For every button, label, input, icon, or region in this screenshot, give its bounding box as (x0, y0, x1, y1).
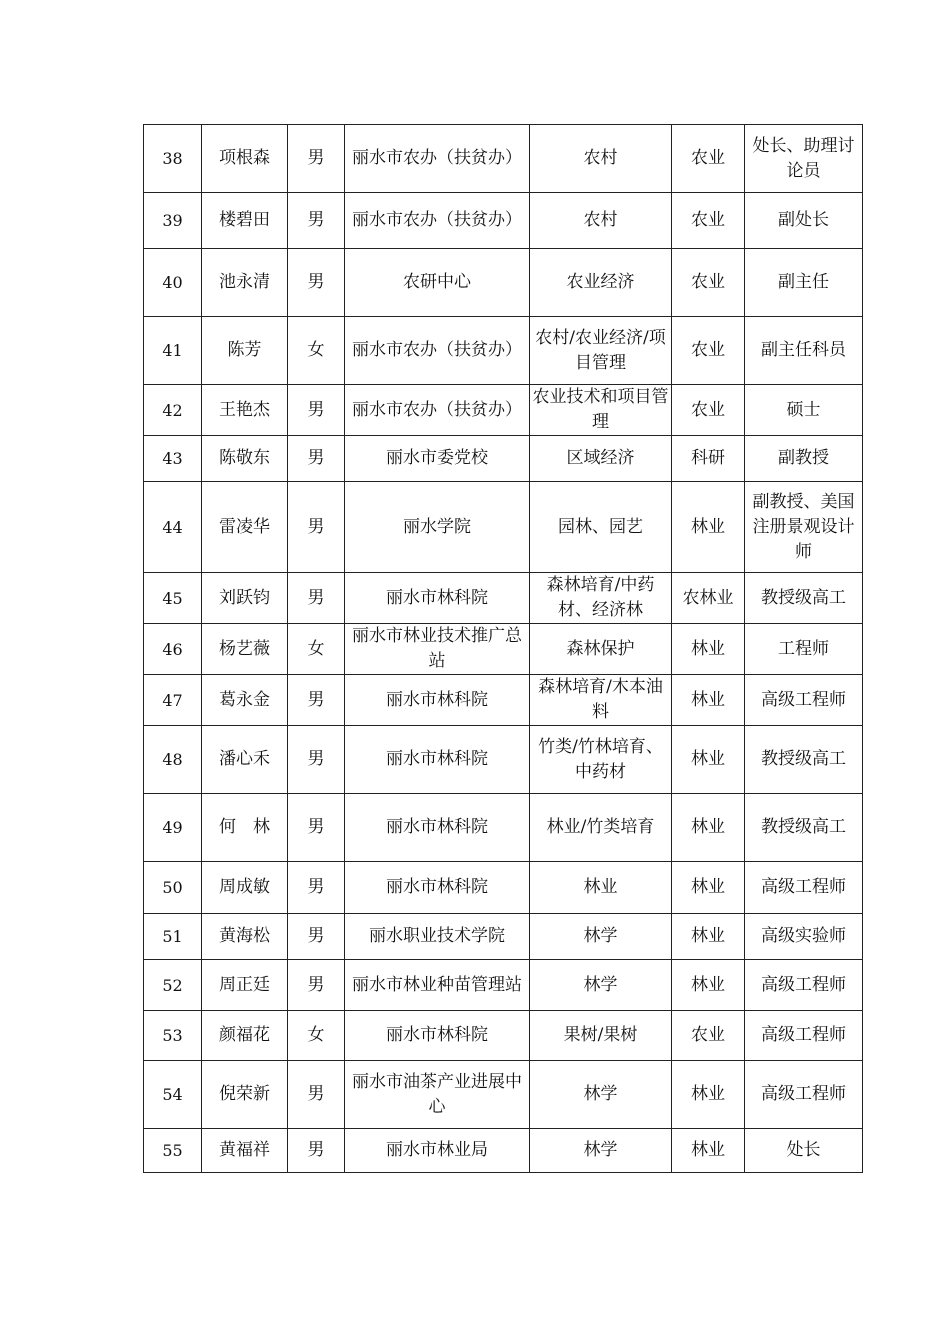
cell-no: 50 (144, 862, 202, 914)
cell-name: 王艳杰 (202, 385, 288, 436)
cell-gender: 男 (288, 193, 345, 249)
cell-field: 林业 (672, 960, 745, 1011)
cell-title: 高级实验师 (745, 914, 863, 960)
cell-unit: 丽水市林科院 (345, 573, 530, 624)
cell-title: 高级工程师 (745, 862, 863, 914)
cell-unit: 丽水市委党校 (345, 436, 530, 482)
cell-name: 黄海松 (202, 914, 288, 960)
cell-unit: 丽水市林科院 (345, 726, 530, 794)
cell-specialty: 农业经济 (530, 249, 672, 317)
cell-specialty: 农村 (530, 193, 672, 249)
cell-title: 处长、助理讨论员 (745, 125, 863, 193)
cell-field: 农业 (672, 193, 745, 249)
cell-name: 项根森 (202, 125, 288, 193)
cell-name: 杨艺薇 (202, 624, 288, 675)
cell-gender: 男 (288, 960, 345, 1011)
cell-no: 46 (144, 624, 202, 675)
cell-no: 40 (144, 249, 202, 317)
cell-specialty: 园林、园艺 (530, 482, 672, 573)
cell-field: 农业 (672, 385, 745, 436)
table-row (144, 249, 863, 317)
cell-field: 农业 (672, 249, 745, 317)
cell-unit: 丽水市林科院 (345, 862, 530, 914)
cell-no: 47 (144, 675, 202, 726)
cell-specialty: 农村 (530, 125, 672, 193)
cell-gender: 男 (288, 675, 345, 726)
cell-specialty: 林学 (530, 1061, 672, 1129)
cell-gender: 男 (288, 573, 345, 624)
cell-no: 39 (144, 193, 202, 249)
cell-name: 何 林 (202, 794, 288, 862)
cell-specialty: 森林培育/木本油料 (530, 675, 672, 726)
table-row (144, 193, 863, 249)
cell-title: 教授级高工 (745, 726, 863, 794)
cell-specialty: 农村/农业经济/项目管理 (530, 317, 672, 385)
cell-gender: 女 (288, 624, 345, 675)
table-row (144, 862, 863, 914)
table-row (144, 794, 863, 862)
table-row (144, 573, 863, 624)
cell-no: 49 (144, 794, 202, 862)
cell-no: 52 (144, 960, 202, 1011)
cell-gender: 女 (288, 317, 345, 385)
cell-specialty: 果树/果树 (530, 1011, 672, 1061)
cell-no: 44 (144, 482, 202, 573)
cell-specialty: 林学 (530, 914, 672, 960)
cell-no: 54 (144, 1061, 202, 1129)
cell-no: 42 (144, 385, 202, 436)
cell-specialty: 竹类/竹林培育、中药材 (530, 726, 672, 794)
cell-title: 硕士 (745, 385, 863, 436)
cell-field: 林业 (672, 1061, 745, 1129)
cell-unit: 丽水学院 (345, 482, 530, 573)
cell-no: 55 (144, 1129, 202, 1173)
cell-unit: 丽水市油茶产业进展中心 (345, 1061, 530, 1129)
cell-unit: 丽水市农办（扶贫办） (345, 125, 530, 193)
cell-field: 农林业 (672, 573, 745, 624)
cell-specialty: 区域经济 (530, 436, 672, 482)
cell-name: 刘跃钧 (202, 573, 288, 624)
cell-no: 53 (144, 1011, 202, 1061)
table-row (144, 1129, 863, 1173)
cell-name: 倪荣新 (202, 1061, 288, 1129)
cell-name: 陈芳 (202, 317, 288, 385)
cell-title: 副教授、美国注册景观设计师 (745, 482, 863, 573)
cell-name: 池永清 (202, 249, 288, 317)
cell-field: 农业 (672, 125, 745, 193)
table-body (144, 125, 863, 1173)
cell-title: 高级工程师 (745, 960, 863, 1011)
cell-unit: 丽水市农办（扶贫办） (345, 385, 530, 436)
cell-gender: 男 (288, 862, 345, 914)
cell-specialty: 林学 (530, 1129, 672, 1173)
cell-field: 林业 (672, 1129, 745, 1173)
table-row (144, 675, 863, 726)
cell-name: 黄福祥 (202, 1129, 288, 1173)
cell-name: 潘心禾 (202, 726, 288, 794)
cell-gender: 男 (288, 914, 345, 960)
cell-name: 颜福花 (202, 1011, 288, 1061)
cell-unit: 丽水市农办（扶贫办） (345, 193, 530, 249)
cell-title: 副主任科员 (745, 317, 863, 385)
cell-unit: 丽水市林科院 (345, 794, 530, 862)
cell-field: 农业 (672, 1011, 745, 1061)
cell-title: 教授级高工 (745, 794, 863, 862)
cell-specialty: 林学 (530, 960, 672, 1011)
cell-no: 45 (144, 573, 202, 624)
cell-unit: 丽水市林科院 (345, 675, 530, 726)
cell-unit: 丽水市林业局 (345, 1129, 530, 1173)
cell-name: 楼碧田 (202, 193, 288, 249)
cell-title: 工程师 (745, 624, 863, 675)
table-row (144, 624, 863, 675)
cell-unit: 丽水职业技术学院 (345, 914, 530, 960)
cell-gender: 男 (288, 726, 345, 794)
cell-gender: 女 (288, 1011, 345, 1061)
cell-name: 周成敏 (202, 862, 288, 914)
cell-gender: 男 (288, 794, 345, 862)
cell-name: 陈敬东 (202, 436, 288, 482)
cell-gender: 男 (288, 1129, 345, 1173)
table-row (144, 385, 863, 436)
cell-title: 处长 (745, 1129, 863, 1173)
cell-no: 38 (144, 125, 202, 193)
table-row (144, 317, 863, 385)
cell-gender: 男 (288, 385, 345, 436)
expert-table (143, 124, 863, 1173)
cell-field: 农业 (672, 317, 745, 385)
cell-no: 41 (144, 317, 202, 385)
table-row (144, 726, 863, 794)
cell-name: 雷凌华 (202, 482, 288, 573)
cell-specialty: 森林培育/中药材、经济林 (530, 573, 672, 624)
cell-gender: 男 (288, 249, 345, 317)
cell-gender: 男 (288, 1061, 345, 1129)
cell-specialty: 森林保护 (530, 624, 672, 675)
table-row (144, 960, 863, 1011)
cell-unit: 丽水市林业种苗管理站 (345, 960, 530, 1011)
cell-title: 高级工程师 (745, 1061, 863, 1129)
table-row (144, 125, 863, 193)
cell-field: 林业 (672, 675, 745, 726)
table-row (144, 1011, 863, 1061)
cell-field: 林业 (672, 914, 745, 960)
cell-title: 副主任 (745, 249, 863, 317)
cell-unit: 农研中心 (345, 249, 530, 317)
cell-no: 51 (144, 914, 202, 960)
cell-specialty: 林业 (530, 862, 672, 914)
cell-field: 林业 (672, 482, 745, 573)
cell-field: 林业 (672, 794, 745, 862)
table-row (144, 482, 863, 573)
cell-title: 副教授 (745, 436, 863, 482)
cell-title: 高级工程师 (745, 1011, 863, 1061)
table-row (144, 1061, 863, 1129)
cell-gender: 男 (288, 436, 345, 482)
cell-unit: 丽水市林业技术推广总站 (345, 624, 530, 675)
cell-no: 48 (144, 726, 202, 794)
cell-title: 教授级高工 (745, 573, 863, 624)
cell-field: 林业 (672, 624, 745, 675)
cell-title: 副处长 (745, 193, 863, 249)
cell-gender: 男 (288, 125, 345, 193)
cell-specialty: 林业/竹类培育 (530, 794, 672, 862)
cell-specialty: 农业技术和项目管理 (530, 385, 672, 436)
cell-title: 高级工程师 (745, 675, 863, 726)
cell-name: 葛永金 (202, 675, 288, 726)
cell-field: 科研 (672, 436, 745, 482)
cell-name: 周正廷 (202, 960, 288, 1011)
cell-unit: 丽水市农办（扶贫办） (345, 317, 530, 385)
cell-unit: 丽水市林科院 (345, 1011, 530, 1061)
table-row (144, 436, 863, 482)
table-row (144, 914, 863, 960)
cell-gender: 男 (288, 482, 345, 573)
cell-field: 林业 (672, 862, 745, 914)
cell-no: 43 (144, 436, 202, 482)
cell-field: 林业 (672, 726, 745, 794)
